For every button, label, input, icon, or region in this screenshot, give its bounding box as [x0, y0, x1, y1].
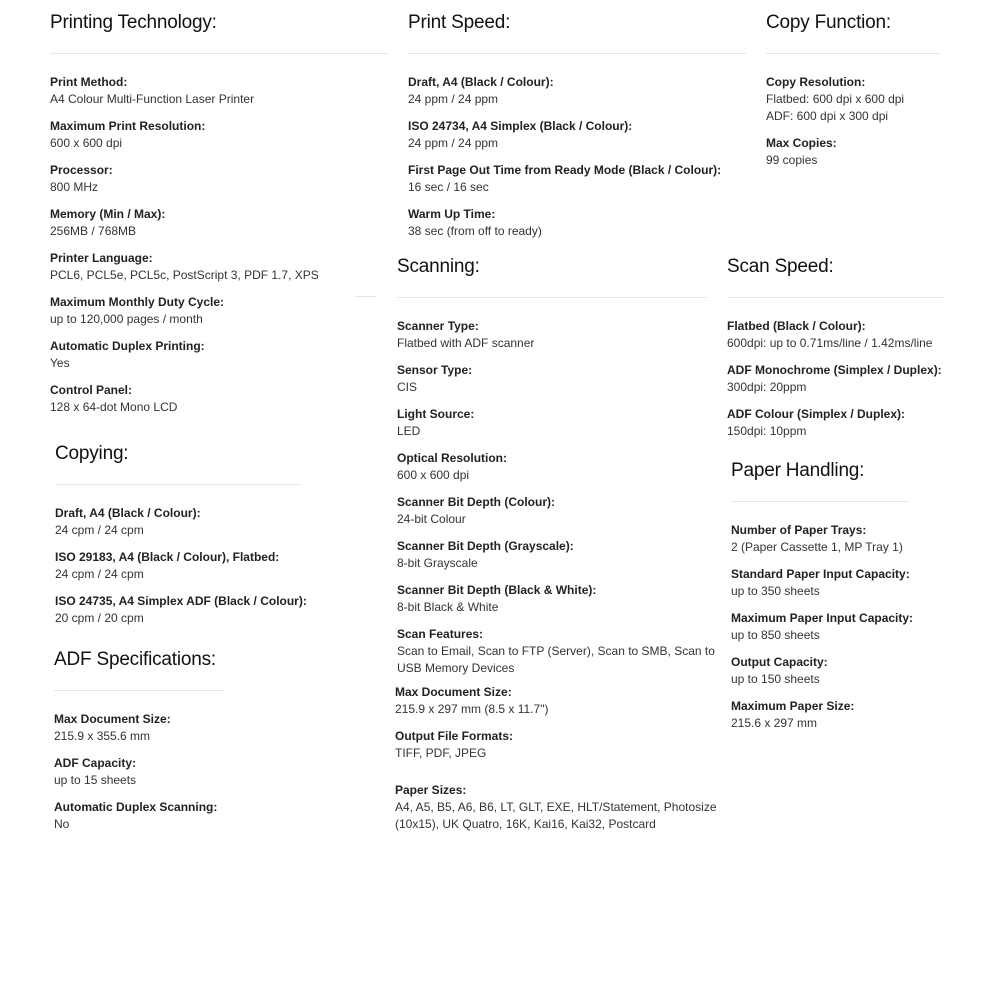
spec-label: Warm Up Time:	[408, 206, 496, 221]
spec-label: Maximum Print Resolution:	[50, 118, 206, 133]
copy-function-section	[766, 12, 940, 179]
spec-label: Automatic Duplex Printing:	[50, 338, 205, 353]
spec-label: Max Document Size:	[395, 685, 512, 699]
spec-label: Maximum Monthly Duty Cycle:	[50, 294, 225, 309]
spec-list	[731, 522, 943, 732]
spec-label: Automatic Duplex Scanning:	[54, 799, 218, 814]
spec-item	[54, 799, 354, 833]
divider	[54, 690, 224, 691]
spec-value: 24-bit Colour	[397, 511, 466, 526]
spec-label: Scanner Type:	[397, 318, 479, 333]
section-heading: Scan Speed:	[727, 256, 834, 277]
spec-label: Output Capacity:	[731, 654, 828, 669]
spec-item	[50, 206, 388, 240]
spec-value: 24 cpm / 24 cpm	[55, 522, 144, 537]
spec-value: 2 (Paper Cassette 1, MP Tray 1)	[731, 539, 903, 554]
spec-value: TIFF, PDF, JPEG	[395, 746, 487, 760]
spec-list	[408, 74, 746, 240]
section-heading: ADF Specifications:	[54, 649, 216, 670]
spec-label: Copy Resolution:	[766, 74, 866, 89]
spec-value: Yes	[50, 355, 70, 370]
spec-item	[50, 250, 388, 284]
spec-item	[50, 118, 388, 152]
spec-item	[727, 362, 943, 396]
spec-item	[397, 406, 719, 440]
spec-value: 38 sec (from off to ready)	[408, 223, 542, 238]
spec-item	[397, 538, 719, 572]
spec-value: 16 sec / 16 sec	[408, 179, 489, 194]
spec-label: Maximum Paper Size:	[731, 698, 855, 713]
spec-item	[731, 522, 943, 556]
spec-list	[397, 318, 719, 677]
spec-label: Scanner Bit Depth (Colour):	[397, 494, 555, 509]
divider	[50, 53, 388, 54]
spec-item	[408, 206, 746, 240]
spec-value: 600 x 600 dpi	[397, 467, 470, 482]
spec-item	[50, 162, 388, 196]
spec-value: 99 copies	[766, 152, 818, 167]
spec-value: up to 15 sheets	[54, 772, 137, 787]
spec-value: 215.6 x 297 mm	[731, 715, 818, 730]
spec-value: 24 ppm / 24 ppm	[408, 135, 499, 150]
spec-label: Scanner Bit Depth (Grayscale):	[397, 538, 574, 553]
spec-label: Optical Resolution:	[397, 450, 508, 465]
scanning-extra-section	[395, 684, 719, 833]
spec-value: 8-bit Grayscale	[397, 555, 478, 570]
spec-item	[731, 698, 943, 732]
divider	[766, 53, 940, 54]
spec-list	[766, 74, 940, 169]
scan-speed-section	[727, 256, 943, 450]
paper-handling-section	[731, 460, 943, 742]
spec-value: LED	[397, 423, 421, 438]
spec-value: 150dpi: 10ppm	[727, 423, 807, 438]
spec-item	[727, 406, 943, 440]
spec-label: Number of Paper Trays:	[731, 522, 867, 537]
copying-section	[55, 443, 355, 637]
spec-label: ADF Colour (Simplex / Duplex):	[727, 406, 906, 421]
section-heading: Printing Technology:	[50, 12, 217, 33]
spec-value: 20 cpm / 20 cpm	[55, 610, 144, 625]
spec-item	[54, 755, 354, 789]
spec-value: 128 x 64-dot Mono LCD	[50, 399, 178, 414]
printing-technology-section	[50, 12, 388, 426]
spec-item	[397, 362, 719, 396]
spec-value: 215.9 x 355.6 mm	[54, 728, 151, 743]
spec-value: 215.9 x 297 mm (8.5 x 11.7")	[395, 702, 549, 716]
spec-item	[55, 549, 355, 583]
spec-label: ISO 24735, A4 Simplex ADF (Black / Colour):	[55, 593, 307, 608]
spec-value: 600dpi: up to 0.71ms/line / 1.42ms/line	[727, 335, 933, 350]
section-heading: Paper Handling:	[731, 460, 865, 481]
spec-item	[731, 610, 943, 644]
divider	[727, 297, 943, 298]
divider	[355, 296, 377, 297]
divider	[408, 53, 746, 54]
spec-value: Flatbed with ADF scanner	[397, 335, 535, 350]
print-speed-section	[408, 12, 746, 250]
spec-label: Max Copies:	[766, 135, 837, 150]
spec-item	[766, 74, 940, 125]
spec-label: Paper Sizes:	[395, 783, 467, 797]
spec-value: up to 150 sheets	[731, 671, 820, 686]
spec-value: CIS	[397, 379, 418, 394]
spec-value: 300dpi: 20ppm	[727, 379, 807, 394]
spec-value: A4 Colour Multi-Function Laser Printer	[50, 91, 255, 106]
spec-label: Scanner Bit Depth (Black & White):	[397, 582, 597, 597]
divider	[55, 484, 301, 485]
spec-label: First Page Out Time from Ready Mode (Black / Colour):	[408, 162, 722, 177]
section-heading: Copy Function:	[766, 12, 891, 33]
spec-item	[397, 494, 719, 528]
spec-list	[54, 711, 354, 833]
spec-value: 600 x 600 dpi	[50, 135, 123, 150]
spec-item	[395, 684, 719, 718]
spec-value: up to 350 sheets	[731, 583, 820, 598]
spec-label: Standard Paper Input Capacity:	[731, 566, 910, 581]
spec-label: Print Method:	[50, 74, 128, 89]
spec-label: Printer Language:	[50, 250, 153, 265]
spec-value: 24 cpm / 24 cpm	[55, 566, 144, 581]
spec-value: 800 MHz	[50, 179, 99, 194]
spec-list	[55, 505, 355, 627]
spec-label: Sensor Type:	[397, 362, 473, 377]
spec-label: Processor:	[50, 162, 113, 177]
spec-value: Flatbed: 600 dpi x 600 dpi ADF: 600 dpi x 300 dpi	[766, 91, 905, 123]
scanning-section	[397, 256, 719, 677]
section-heading: Scanning:	[397, 256, 480, 277]
spec-value: up to 120,000 pages / month	[50, 311, 203, 326]
spec-label: Scan Features:	[397, 626, 484, 641]
divider	[731, 501, 909, 502]
spec-label: ISO 24734, A4 Simplex (Black / Colour):	[408, 118, 633, 133]
spec-item	[50, 74, 388, 108]
spec-value: 256MB / 768MB	[50, 223, 137, 238]
spec-item	[397, 582, 719, 616]
section-heading: Copying:	[55, 443, 129, 464]
adf-specifications-section	[54, 649, 354, 843]
section-heading: Print Speed:	[408, 12, 511, 33]
spec-value: 24 ppm / 24 ppm	[408, 91, 499, 106]
spec-label: Draft, A4 (Black / Colour):	[55, 505, 201, 520]
spec-label: Draft, A4 (Black / Colour):	[408, 74, 554, 89]
spec-value: No	[54, 816, 70, 831]
spec-label: Flatbed (Black / Colour):	[727, 318, 866, 333]
spec-label: Memory (Min / Max):	[50, 206, 166, 221]
spec-value: A4, A5, B5, A6, B6, LT, GLT, EXE, HLT/Statement, Photosize (10x15), UK Quatro, 16K, Kai16, Kai32, Postcard	[395, 800, 717, 831]
spec-item	[50, 294, 388, 328]
spec-item	[408, 74, 746, 108]
spec-item	[397, 450, 719, 484]
spec-label: Maximum Paper Input Capacity:	[731, 610, 914, 625]
spec-label: ADF Capacity:	[54, 755, 137, 770]
spec-item	[54, 711, 354, 745]
spec-value: up to 850 sheets	[731, 627, 820, 642]
spec-item	[731, 566, 943, 600]
spec-label: ISO 29183, A4 (Black / Colour), Flatbed:	[55, 549, 280, 564]
spec-item	[397, 318, 719, 352]
spec-item	[55, 505, 355, 539]
spec-item	[50, 382, 388, 416]
spec-item	[397, 626, 719, 677]
spec-value: Scan to Email, Scan to FTP (Server), Scan to SMB, Scan to USB Memory Devices	[397, 643, 715, 675]
spec-label: Control Panel:	[50, 382, 133, 397]
spec-label: Output File Formats:	[395, 729, 513, 743]
spec-item	[50, 338, 388, 372]
spec-label: Light Source:	[397, 406, 475, 421]
spec-item	[395, 782, 719, 833]
spec-label: Max Document Size:	[54, 711, 171, 726]
spec-value: PCL6, PCL5e, PCL5c, PostScript 3, PDF 1.7, XPS	[50, 267, 319, 282]
divider	[397, 297, 707, 298]
spec-label: ADF Monochrome (Simplex / Duplex):	[727, 362, 942, 377]
spec-item	[408, 118, 746, 152]
spec-item	[731, 654, 943, 688]
spec-list	[727, 318, 943, 440]
spec-item	[766, 135, 940, 169]
spec-item	[395, 728, 719, 762]
spec-value: 8-bit Black & White	[397, 599, 499, 614]
spec-item	[408, 162, 746, 196]
spec-item	[727, 318, 943, 352]
spec-item	[55, 593, 355, 627]
spec-list	[50, 74, 388, 416]
